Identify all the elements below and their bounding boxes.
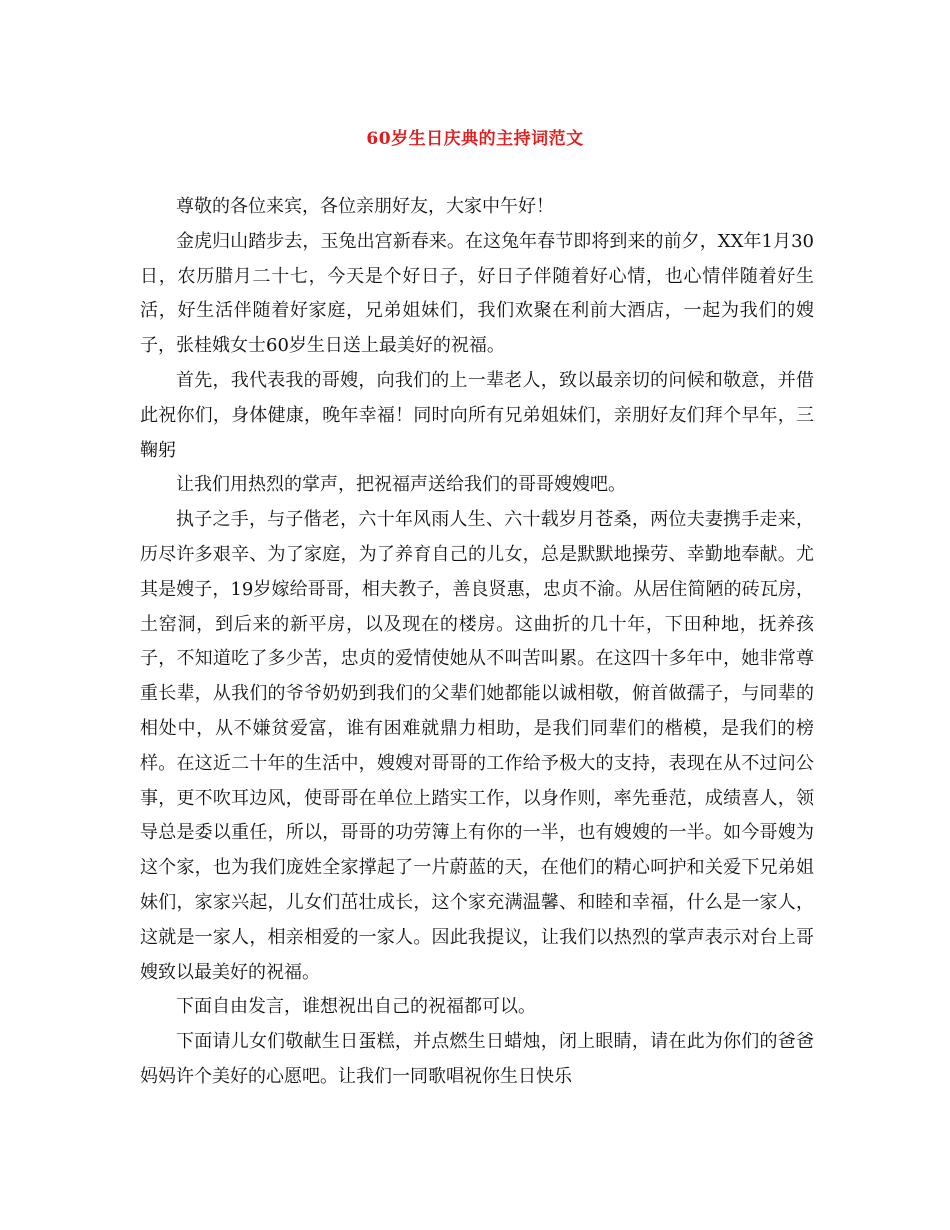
paragraph-cake: 下面请儿女们敬献生日蛋糕，并点燃生日蜡烛，闭上眼睛，请在此为你们的爸爸妈妈许个美好的心愿吧。让我们一同歌唱祝你生日快乐 <box>140 1031 814 1087</box>
paragraph-respects: 首先，我代表我的哥嫂，向我们的上一辈老人，致以最亲切的问候和敬意，并借此祝你们，身体健康，晚年幸福！同时向所有兄弟姐妹们，亲朋好友们拜个早年，三鞠躬 <box>140 369 814 461</box>
paragraph-greeting: 尊敬的各位来宾，各位亲朋好友，大家中午好！ <box>176 196 554 217</box>
document-title: 60岁生日庆典的主持词范文 <box>366 129 584 149</box>
paragraph-applause: 让我们用热烈的掌声，把祝福声送给我们的哥哥嫂嫂吧。 <box>176 474 626 496</box>
document-body <box>140 190 814 1095</box>
paragraph-tribute: 执子之手，与子偕老，六十年风雨人生、六十载岁月苍桑，两位夫妻携手走来，历尽许多艰辛、为了家庭，为了养育自己的儿女，总是默默地操劳、幸勤地奉献。尤其是嫂子，19岁嫁给哥哥，相夫教子，善良贤惠，忠贞不渝。从居住简陋的砖瓦房，土窑洞，到后来的新平房，以及现在的楼房。这曲折的几十年，下田种地，抚养孩子，不知道吃了多少苦，忠贞的爱情使她从不叫苦叫累。在这四十多年中，她非常尊重长辈，从我们的爷爷奶奶到我们的父辈们她都能以诚相敬，俯首做孺子，与同辈的相处中，从不嫌贫爱富，谁有困难就鼎力相助，是我们同辈们的楷模，是我们的榜样。在这近二十年的生活中，嫂嫂对哥哥的工作给予极大的支持，表现在从不过问公事，更不吹耳边风，使哥哥在单位上踏实工作，以身作则，率先垂范，成绩喜人，领导总是委以重任，所以，哥哥的功劳簿上有你的一半，也有嫂嫂的一半。如今哥嫂为这个家，也为我们庞姓全家撑起了一片蔚蓝的天，在他们的精心呵护和关爱下兄弟姐妹们，家家兴起，儿女们茁壮成长，这个家充满温馨、和睦和幸福，什么是一家人，这就是一家人，相亲相爱的一家人。因此我提议，让我们以热烈的掌声表示对台上哥嫂致以最美好的祝福。 <box>140 509 814 983</box>
paragraph-opening: 金虎归山踏步去，玉兔出宫新春来。在这兔年春节即将到来的前夕，XX年1月30日，农历腊月二十七，今天是个好日子，好日子伴随着好心情，也心情伴随着好生活，好生活伴随着好家庭，兄弟姐妹们，我们欢聚在利前大酒店，一起为我们的嫂子，张桂娥女士60岁生日送上最美好的祝福。 <box>140 230 814 357</box>
paragraph-free-speech: 下面自由发言，谁想祝出自己的祝福都可以。 <box>176 996 536 1018</box>
